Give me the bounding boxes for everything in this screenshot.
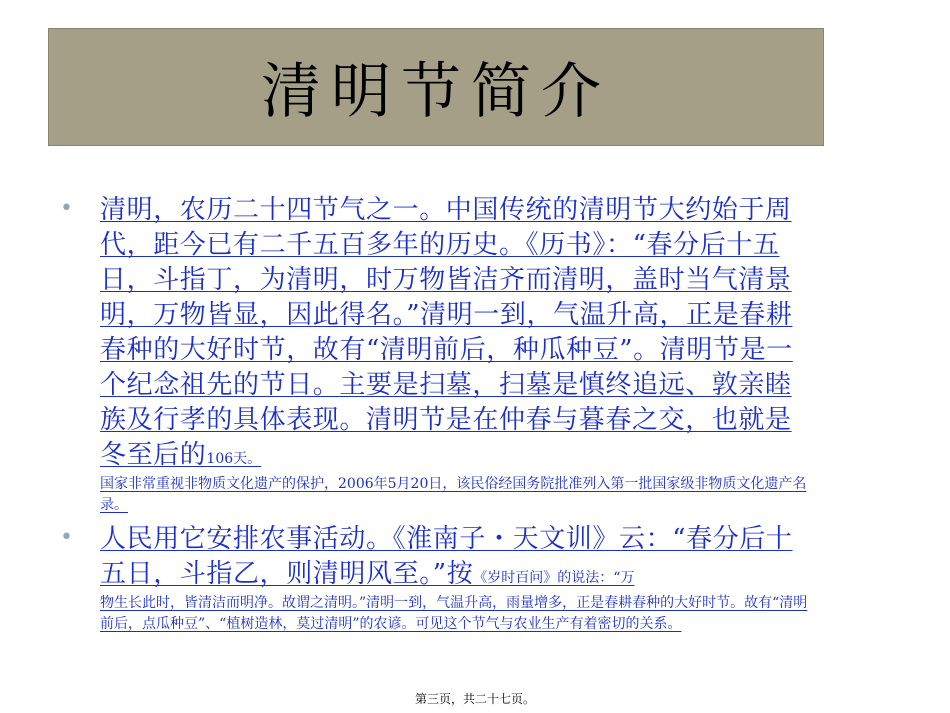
bullet-2-inline-small[interactable]: 《岁时百问》的说法：“万	[473, 570, 635, 586]
bullet-paragraph-2[interactable]	[100, 522, 812, 634]
bullet-1-main-text[interactable]: 清明，农历二十四节气之一。中国传统的清明节大约始于周代，距今已有二千五百多年的历史。《历书》：“春分后十五日，斗指丁，为清明，时万物皆洁齐而清明，盖时当气清景明，万物皆显，因此得名。”清明一到，气温升高，正是春耕春种的大好时节，故有“清明前后，种瓜种豆”。清明节是一个纪念祖先的节日。主要是扫墓，扫墓是慎终追远、敦亲睦族及行孝的具体表现。清明节是在仲春与暮春之交，也就是冬至后的	[100, 195, 793, 470]
page-footer: 第三页，共二十七页。	[414, 692, 535, 706]
bullet-dot: •	[60, 525, 73, 550]
page-title: 清明节简介	[261, 57, 611, 127]
title-banner	[48, 28, 824, 146]
bullet-2-main-text[interactable]: 人民用它安排农事活动。《淮南子・天文训》云：“春分后十五日，斗指乙，则清明风至。”按	[100, 524, 793, 589]
bullet-1-small-text[interactable]: 国家非常重视非物质文化遗产的保护，2006年5月20日，该民俗经国务院批准列入第一批国家级非物质文化遗产名录。	[100, 476, 807, 513]
bullet-paragraph-1[interactable]	[100, 193, 812, 515]
bullet-2-small-text[interactable]: 物生长此时，皆清洁而明净。故谓之清明。”清明一到，气温升高，雨量增多，正是春耕春种的大好时节。故有“清明前后，点瓜种豆”、“植树造林，莫过清明”的农谚。可见这个节气与农业生产有着密切的关系。	[100, 595, 808, 632]
bullet-1-inline-small[interactable]: 106天。	[206, 451, 262, 467]
bullet-dot: •	[60, 196, 73, 221]
